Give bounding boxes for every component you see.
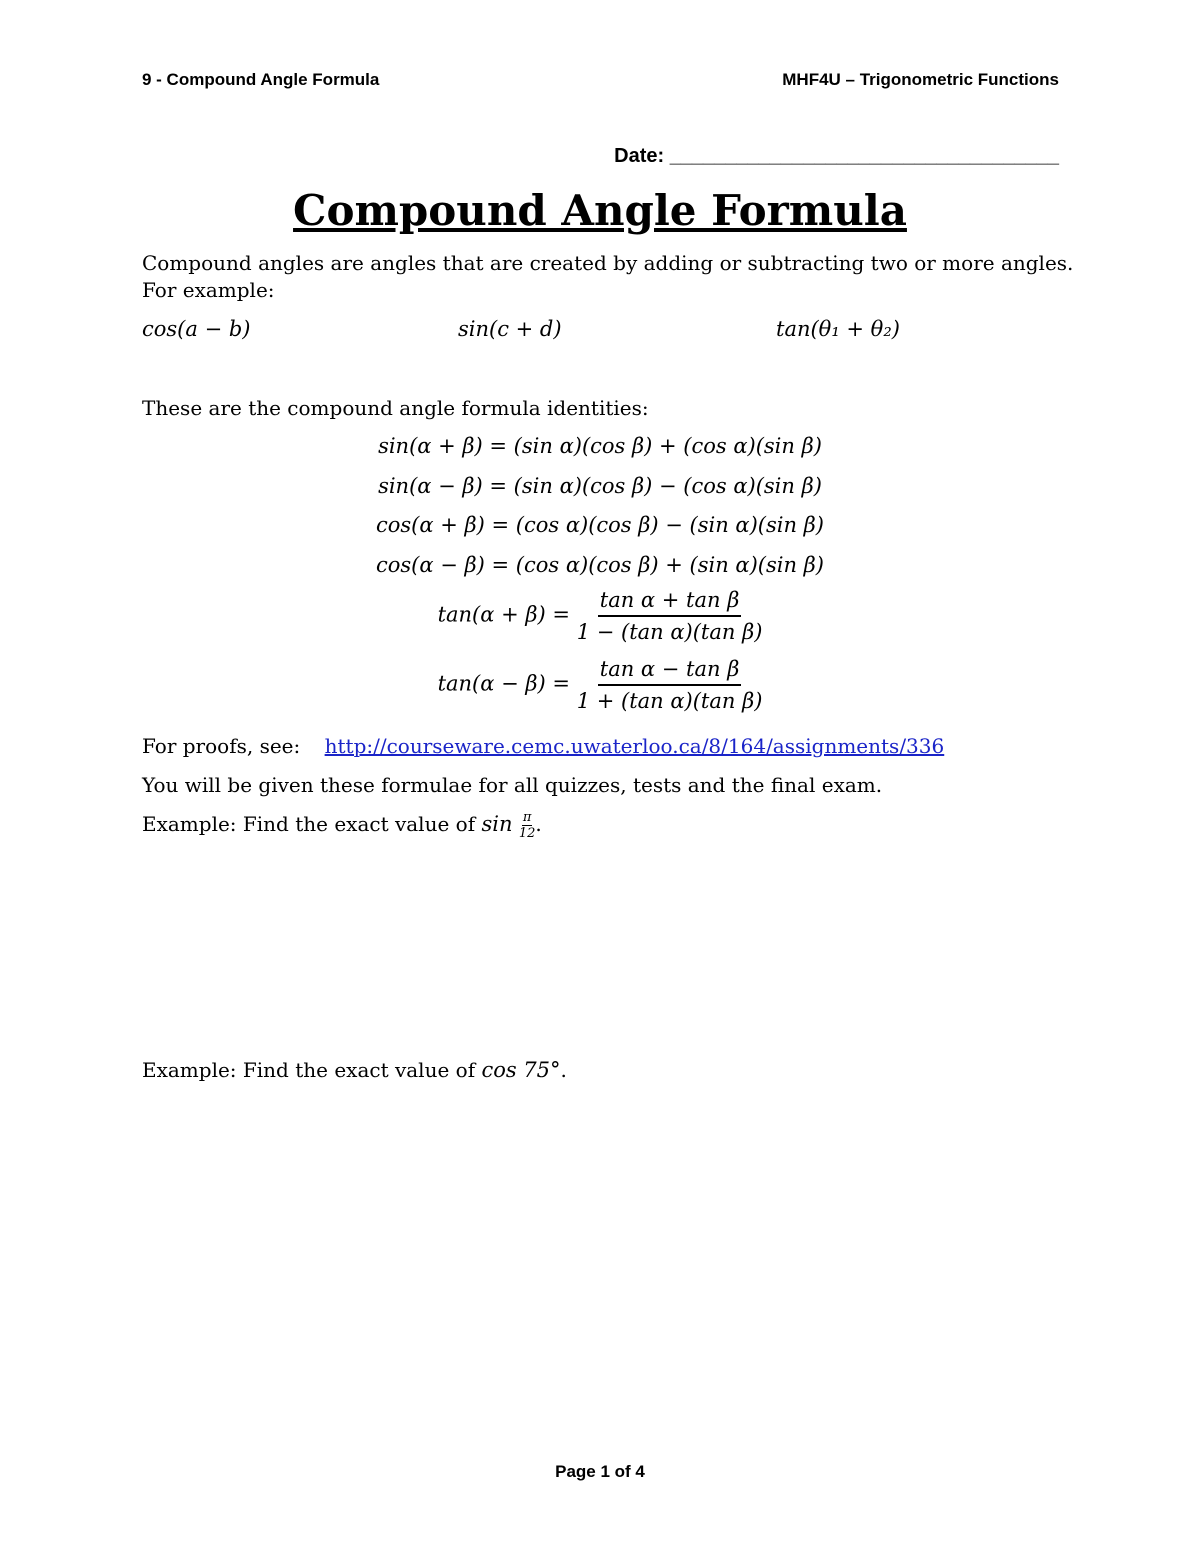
identity-lhs: tan(α − β) = bbox=[437, 671, 570, 696]
intro-line-1: Compound angles are angles that are created by adding or subtracting two or more angles. bbox=[142, 251, 1074, 275]
example-expression: sin(c + d) bbox=[458, 317, 562, 341]
proofs-link[interactable]: http://courseware.cemc.uwaterloo.ca/8/164/assignments/336 bbox=[324, 734, 945, 758]
fraction-numerator: tan α − tan β bbox=[598, 657, 742, 686]
identity-lhs: tan(α + β) = bbox=[437, 602, 570, 627]
example-1-suffix: . bbox=[535, 812, 542, 836]
header-right: MHF4U – Trigonometric Functions bbox=[782, 70, 1059, 89]
example-2-suffix: . bbox=[560, 1058, 567, 1082]
fraction-numerator: π bbox=[522, 810, 532, 825]
intro-line-2: For example: bbox=[142, 278, 275, 302]
identity-sin-sum: sin(α + β) = (sin α)(cos β) + (cos α)(sin β) bbox=[378, 434, 822, 458]
identities-heading: These are the compound angle formula identities: bbox=[142, 396, 649, 420]
identity-cos-diff: cos(α − β) = (cos α)(cos β) + (sin α)(sin β) bbox=[375, 553, 824, 577]
example-1-fraction bbox=[519, 810, 536, 841]
identity-tan-diff bbox=[0, 657, 1200, 713]
page-number: Page 1 of 4 bbox=[555, 1462, 645, 1481]
identity-fraction bbox=[577, 657, 763, 713]
header-left: 9 - Compound Angle Formula bbox=[142, 70, 380, 89]
identity-tan-sum bbox=[0, 588, 1200, 644]
page-title: Compound Angle Formula bbox=[293, 186, 907, 235]
fraction-denominator: 1 − (tan α)(tan β) bbox=[576, 620, 763, 644]
example-2-prefix: Example: Find the exact value of bbox=[142, 1058, 482, 1082]
example-2 bbox=[142, 1058, 567, 1082]
example-2-expr: cos 75° bbox=[481, 1058, 561, 1082]
example-expression: tan(θ₁ + θ₂) bbox=[776, 317, 900, 341]
proofs-line bbox=[142, 734, 944, 758]
example-expression: cos(a − b) bbox=[142, 317, 251, 341]
identity-sin-diff: sin(α − β) = (sin α)(cos β) − (cos α)(sin β) bbox=[378, 474, 822, 498]
proofs-label: For proofs, see: bbox=[142, 734, 301, 758]
identity-fraction bbox=[577, 588, 763, 644]
example-1-func: sin bbox=[481, 812, 513, 836]
example-1 bbox=[142, 810, 542, 841]
formulae-note: You will be given these formulae for all quizzes, tests and the final exam. bbox=[142, 773, 883, 797]
identity-cos-sum: cos(α + β) = (cos α)(cos β) − (sin α)(sin β) bbox=[375, 513, 824, 537]
fraction-denominator: 12 bbox=[518, 826, 536, 841]
example-1-prefix: Example: Find the exact value of bbox=[142, 812, 482, 836]
fraction-numerator: tan α + tan β bbox=[598, 588, 742, 617]
fraction-denominator: 1 + (tan α)(tan β) bbox=[576, 689, 763, 713]
date-field: Date: ___________________________________ bbox=[614, 145, 1059, 167]
